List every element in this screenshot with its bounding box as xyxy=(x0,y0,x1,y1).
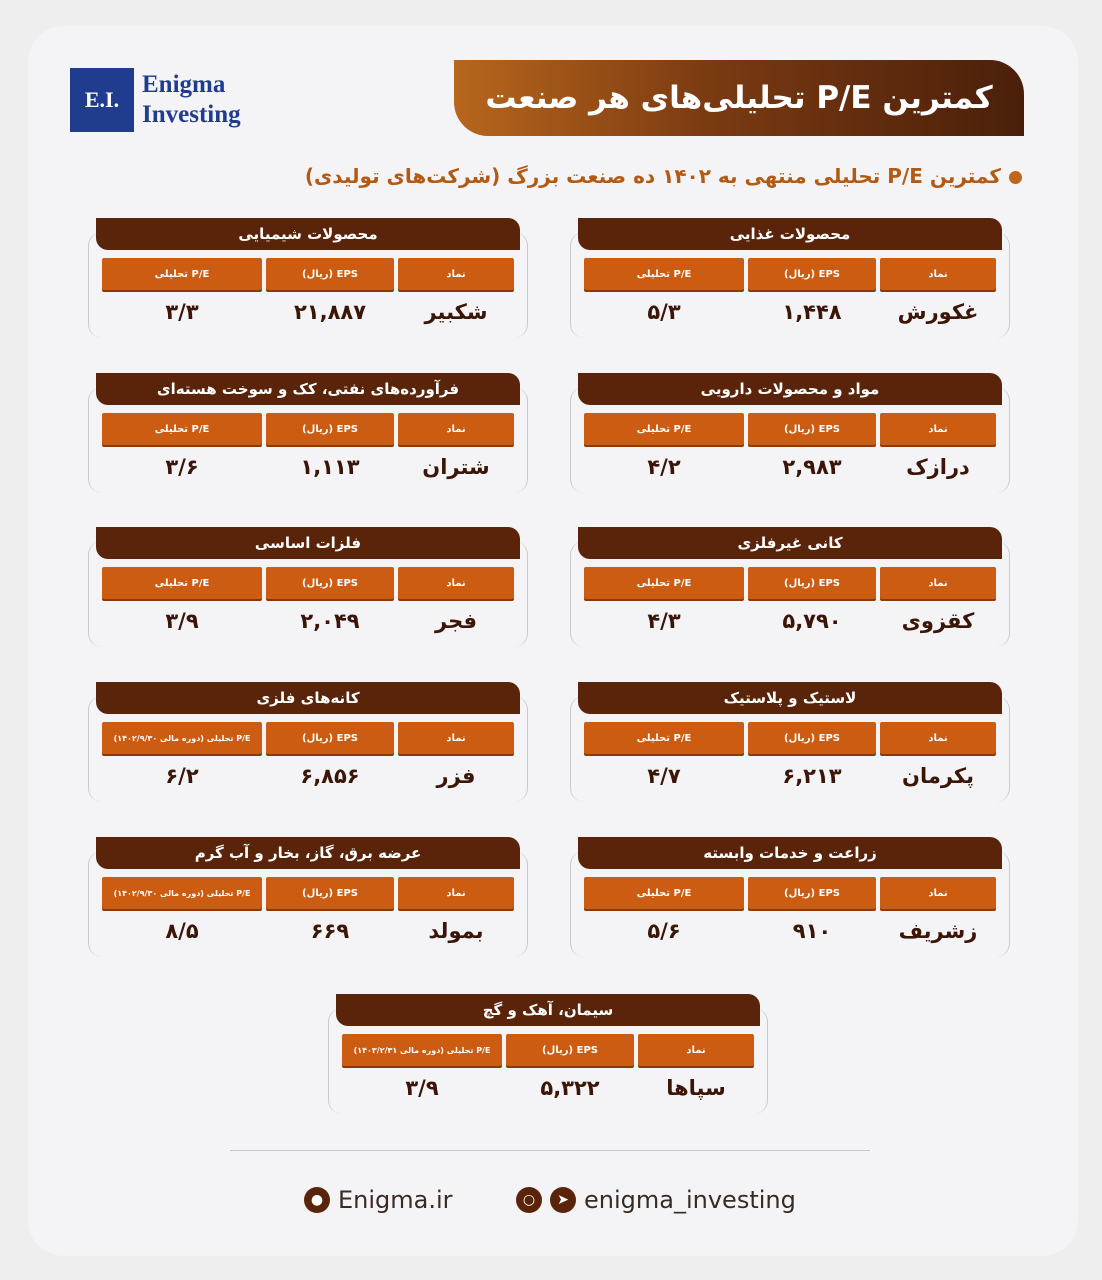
col-eps: EPS (ریال) xyxy=(266,413,394,445)
col-eps: EPS (ریال) xyxy=(266,722,394,754)
sector-title: زراعت و خدمات وابسته xyxy=(578,837,1002,869)
eps-value: ۵,۳۲۲ xyxy=(540,1076,600,1100)
col-symbol: نماد xyxy=(880,722,996,754)
subtitle-text: کمترین P/E تحلیلی منتهی به ۱۴۰۲ ده صنعت بزرگ (شرکت‌های تولیدی) xyxy=(304,164,1001,188)
sector-value-row xyxy=(584,913,996,949)
eps-value: ۵,۷۹۰ xyxy=(782,609,842,633)
col-pe: P/E تحلیلی (دوره مالی ۱۴۰۲/۹/۳۰) xyxy=(102,877,262,909)
col-pe: P/E تحلیلی xyxy=(102,567,262,599)
col-pe: P/E تحلیلی xyxy=(102,413,262,445)
sector-header-row xyxy=(342,1034,754,1066)
symbol-value: سپاها xyxy=(666,1076,726,1100)
col-symbol: نماد xyxy=(398,877,514,909)
sector-block xyxy=(570,373,1010,493)
logo-line-2: Investing xyxy=(142,101,241,128)
col-symbol: نماد xyxy=(398,722,514,754)
logo-line-1: Enigma xyxy=(142,71,226,98)
sector-value-row xyxy=(102,449,514,485)
sector-block xyxy=(88,373,528,493)
symbol-value: فجر xyxy=(435,609,477,633)
sector-block xyxy=(570,527,1010,647)
sector-block xyxy=(88,527,528,647)
eps-value: ۹۱۰ xyxy=(792,919,832,943)
social-handle: enigma_investing xyxy=(584,1186,796,1214)
subtitle xyxy=(262,164,1022,188)
symbol-value: درازک xyxy=(906,455,970,479)
sector-value-row xyxy=(102,294,514,330)
col-eps: EPS (ریال) xyxy=(748,258,876,290)
col-symbol: نماد xyxy=(880,413,996,445)
col-symbol: نماد xyxy=(398,567,514,599)
col-symbol: نماد xyxy=(880,567,996,599)
symbol-value: کقزوی xyxy=(901,609,975,633)
col-symbol: نماد xyxy=(880,258,996,290)
eps-value: ۲۱,۸۸۷ xyxy=(293,300,367,324)
sector-title: کانی غیرفلزی xyxy=(578,527,1002,559)
col-pe: P/E تحلیلی (دوره مالی ۱۴۰۲/۹/۳۰) xyxy=(102,722,262,754)
sector-block xyxy=(328,994,768,1114)
sector-title: عرضه برق، گاز، بخار و آب گرم xyxy=(96,837,520,869)
sector-header-row xyxy=(584,877,996,909)
col-pe: P/E تحلیلی (دوره مالی ۱۴۰۳/۲/۳۱) xyxy=(342,1034,502,1066)
sector-value-row xyxy=(584,449,996,485)
symbol-value: غکورش xyxy=(897,300,979,324)
sector-title: محصولات غذایی xyxy=(578,218,1002,250)
col-eps: EPS (ریال) xyxy=(748,877,876,909)
sector-title: فلزات اساسی xyxy=(96,527,520,559)
eps-value: ۶,۲۱۳ xyxy=(782,764,842,788)
page-title: کمترین P/E تحلیلی‌های هر صنعت xyxy=(454,60,1024,136)
pe-value: ۳/۹ xyxy=(165,609,199,633)
symbol-value: شتران xyxy=(422,455,490,479)
col-eps: EPS (ریال) xyxy=(266,567,394,599)
footer-divider xyxy=(230,1150,870,1151)
sector-header-row xyxy=(102,567,514,599)
sector-value-row xyxy=(342,1070,754,1106)
website-text: Enigma.ir xyxy=(338,1186,453,1214)
sector-block xyxy=(88,218,528,338)
col-pe: P/E تحلیلی xyxy=(584,258,744,290)
col-eps: EPS (ریال) xyxy=(506,1034,634,1066)
pe-value: ۸/۵ xyxy=(165,919,199,943)
sector-header-row xyxy=(102,722,514,754)
sector-title: فرآورده‌های نفتی، کک و سوخت هسته‌ای xyxy=(96,373,520,405)
col-pe: P/E تحلیلی xyxy=(584,413,744,445)
sector-title: کانه‌های فلزی xyxy=(96,682,520,714)
sector-value-row xyxy=(584,758,996,794)
instagram-icon: ○ xyxy=(516,1187,542,1213)
col-eps: EPS (ریال) xyxy=(748,722,876,754)
sector-header-row xyxy=(584,413,996,445)
sector-header-row xyxy=(584,567,996,599)
sector-header-row xyxy=(584,258,996,290)
sector-block xyxy=(88,837,528,957)
symbol-value: شکبیر xyxy=(424,300,488,324)
sector-value-row xyxy=(102,913,514,949)
sector-title: محصولات شیمیایی xyxy=(96,218,520,250)
logo-mark: E.I. xyxy=(70,68,134,132)
eps-value: ۶,۸۵۶ xyxy=(300,764,360,788)
sector-header-row xyxy=(102,258,514,290)
col-pe: P/E تحلیلی xyxy=(102,258,262,290)
globe-icon: ● xyxy=(304,1187,330,1213)
sector-title: مواد و محصولات دارویی xyxy=(578,373,1002,405)
col-eps: EPS (ریال) xyxy=(748,413,876,445)
eps-value: ۶۶۹ xyxy=(310,919,350,943)
pe-value: ۳/۹ xyxy=(405,1076,439,1100)
pe-value: ۵/۶ xyxy=(647,919,681,943)
col-symbol: نماد xyxy=(880,877,996,909)
sector-header-row xyxy=(102,877,514,909)
col-eps: EPS (ریال) xyxy=(748,567,876,599)
symbol-value: بمولد xyxy=(428,919,484,943)
eps-value: ۲,۰۴۹ xyxy=(300,609,360,633)
pe-value: ۳/۶ xyxy=(165,455,199,479)
symbol-value: فزر xyxy=(436,764,476,788)
eps-value: ۱,۱۱۳ xyxy=(300,455,360,479)
logo-text xyxy=(142,70,241,130)
sector-header-row xyxy=(584,722,996,754)
col-pe: P/E تحلیلی xyxy=(584,567,744,599)
pe-value: ۶/۲ xyxy=(165,764,199,788)
col-eps: EPS (ریال) xyxy=(266,258,394,290)
eps-value: ۲,۹۸۳ xyxy=(782,455,842,479)
col-symbol: نماد xyxy=(638,1034,754,1066)
symbol-value: پکرمان xyxy=(902,764,974,788)
pe-value: ۴/۷ xyxy=(647,764,681,788)
sector-title: سیمان، آهک و گچ xyxy=(336,994,760,1026)
sector-block xyxy=(570,682,1010,802)
sector-value-row xyxy=(584,294,996,330)
pe-value: ۳/۳ xyxy=(165,300,199,324)
col-symbol: نماد xyxy=(398,413,514,445)
col-pe: P/E تحلیلی xyxy=(584,877,744,909)
footer-social[interactable] xyxy=(516,1183,796,1217)
col-eps: EPS (ریال) xyxy=(266,877,394,909)
pe-value: ۴/۳ xyxy=(647,609,681,633)
sector-block xyxy=(570,218,1010,338)
footer-website[interactable] xyxy=(304,1183,453,1217)
col-symbol: نماد xyxy=(398,258,514,290)
symbol-value: زشریف xyxy=(898,919,978,943)
sector-value-row xyxy=(102,603,514,639)
sector-block xyxy=(88,682,528,802)
col-pe: P/E تحلیلی xyxy=(584,722,744,754)
sector-title: لاستیک و پلاستیک xyxy=(578,682,1002,714)
sector-block xyxy=(570,837,1010,957)
sector-value-row xyxy=(584,603,996,639)
sector-header-row xyxy=(102,413,514,445)
sector-value-row xyxy=(102,758,514,794)
telegram-icon: ➤ xyxy=(550,1187,576,1213)
pe-value: ۴/۲ xyxy=(647,455,681,479)
pe-value: ۵/۳ xyxy=(647,300,681,324)
bullet-dot xyxy=(1009,171,1022,184)
eps-value: ۱,۴۴۸ xyxy=(782,300,842,324)
